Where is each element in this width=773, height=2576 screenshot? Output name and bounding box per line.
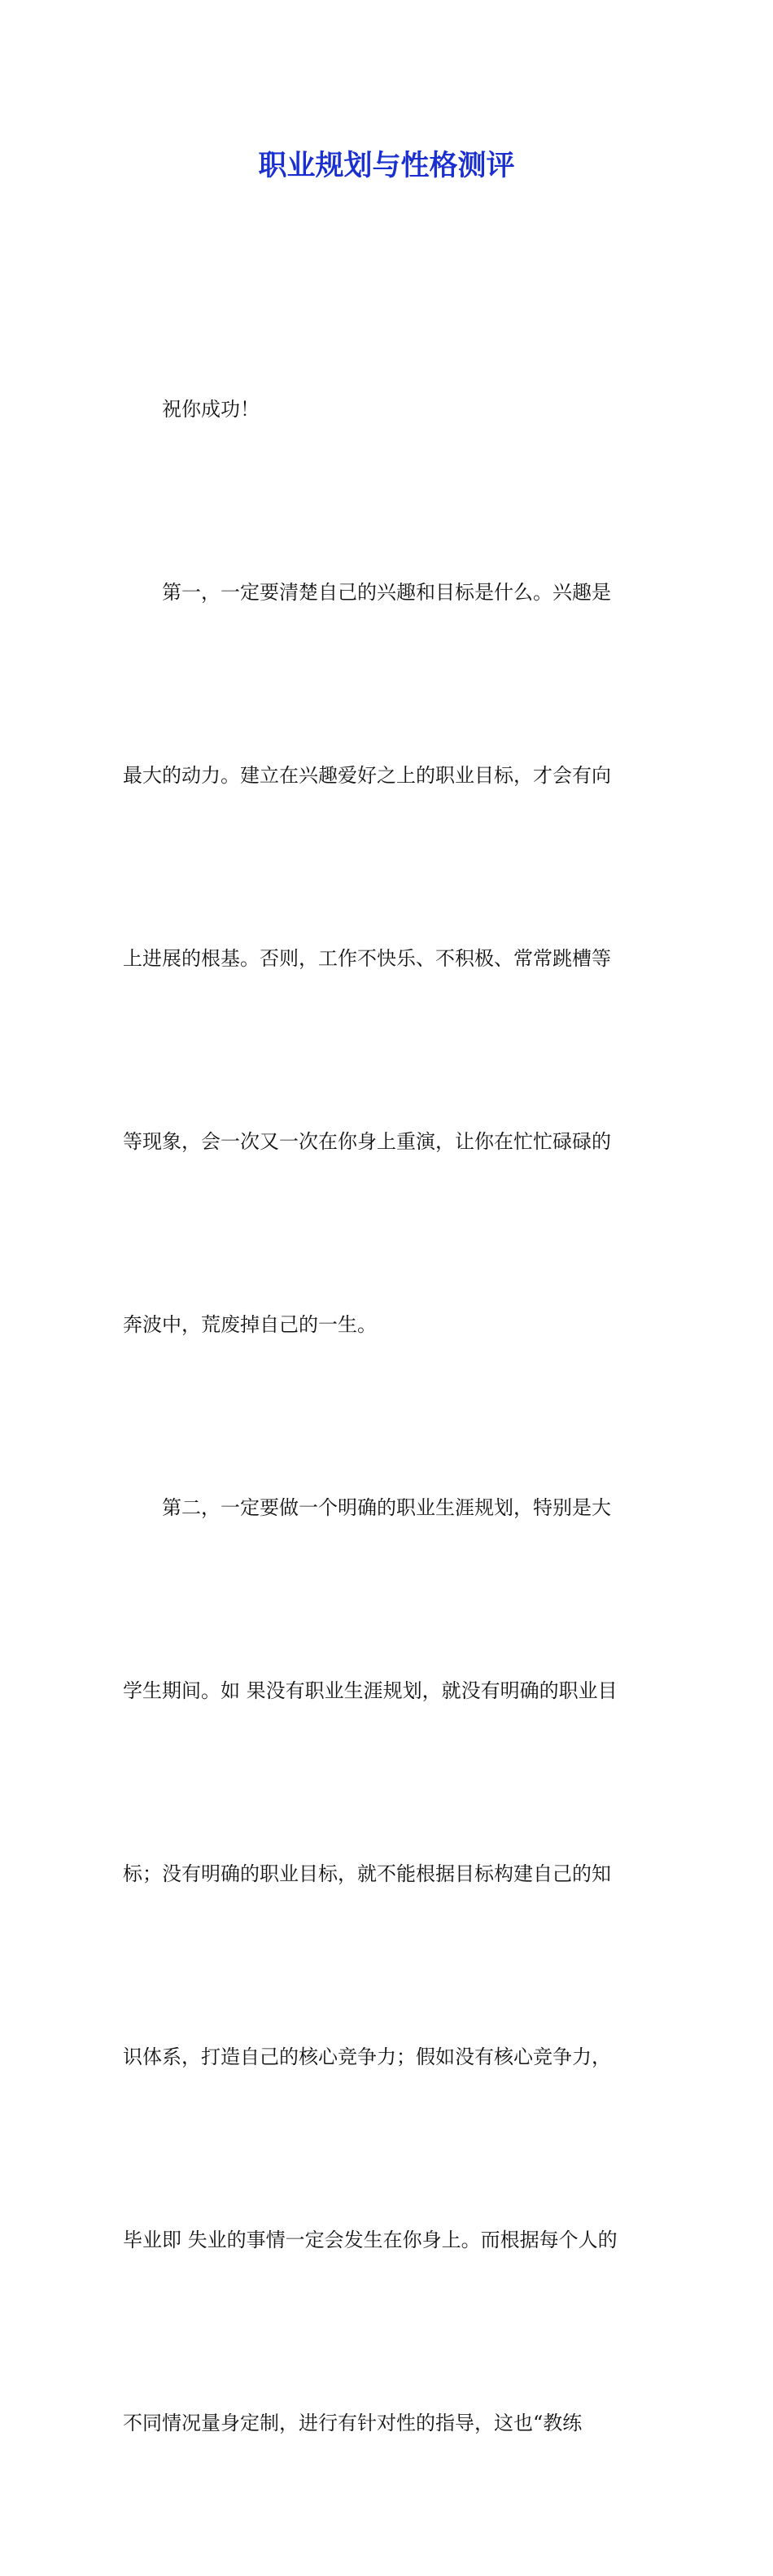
document-title: 职业规划与性格测评 (258, 149, 515, 182)
body-line: 不同情况量身定制，进行有针对性的指导，这也“教练 (123, 2412, 583, 2434)
body-line: 学生期间。如 果没有职业生涯规划，就没有明确的职业目 (123, 1679, 618, 1702)
body-line: 上进展的根基。否则，工作不快乐、不积极、常常跳槽等 (123, 947, 611, 970)
body-line: 最大的动力。建立在兴趣爱好之上的职业目标，才会有向 (123, 764, 611, 787)
body-line: 第二，一定要做一个明确的职业生涯规划，特别是大 (123, 1496, 611, 1519)
body-line: 第一，一定要清楚自己的兴趣和目标是什么。兴趣是 (123, 581, 611, 604)
body-line: 祝你成功！ (123, 398, 260, 421)
body-line: 标；没有明确的职业目标，就不能根据目标构建自己的知 (123, 1862, 611, 1885)
body-line: 奔波中，荒废掉自己的一生。 (123, 1313, 377, 1336)
body-line: 识体系，打造自己的核心竞争力；假如没有核心竞争力， (123, 2046, 611, 2068)
body-line: 毕业即 失业的事情一定会发生在你身上。而根据每个人的 (123, 2229, 618, 2251)
body-line: 等现象，会一次又一次在你身上重演，让你在忙忙碌碌的 (123, 1130, 611, 1153)
document-body (123, 257, 660, 2576)
